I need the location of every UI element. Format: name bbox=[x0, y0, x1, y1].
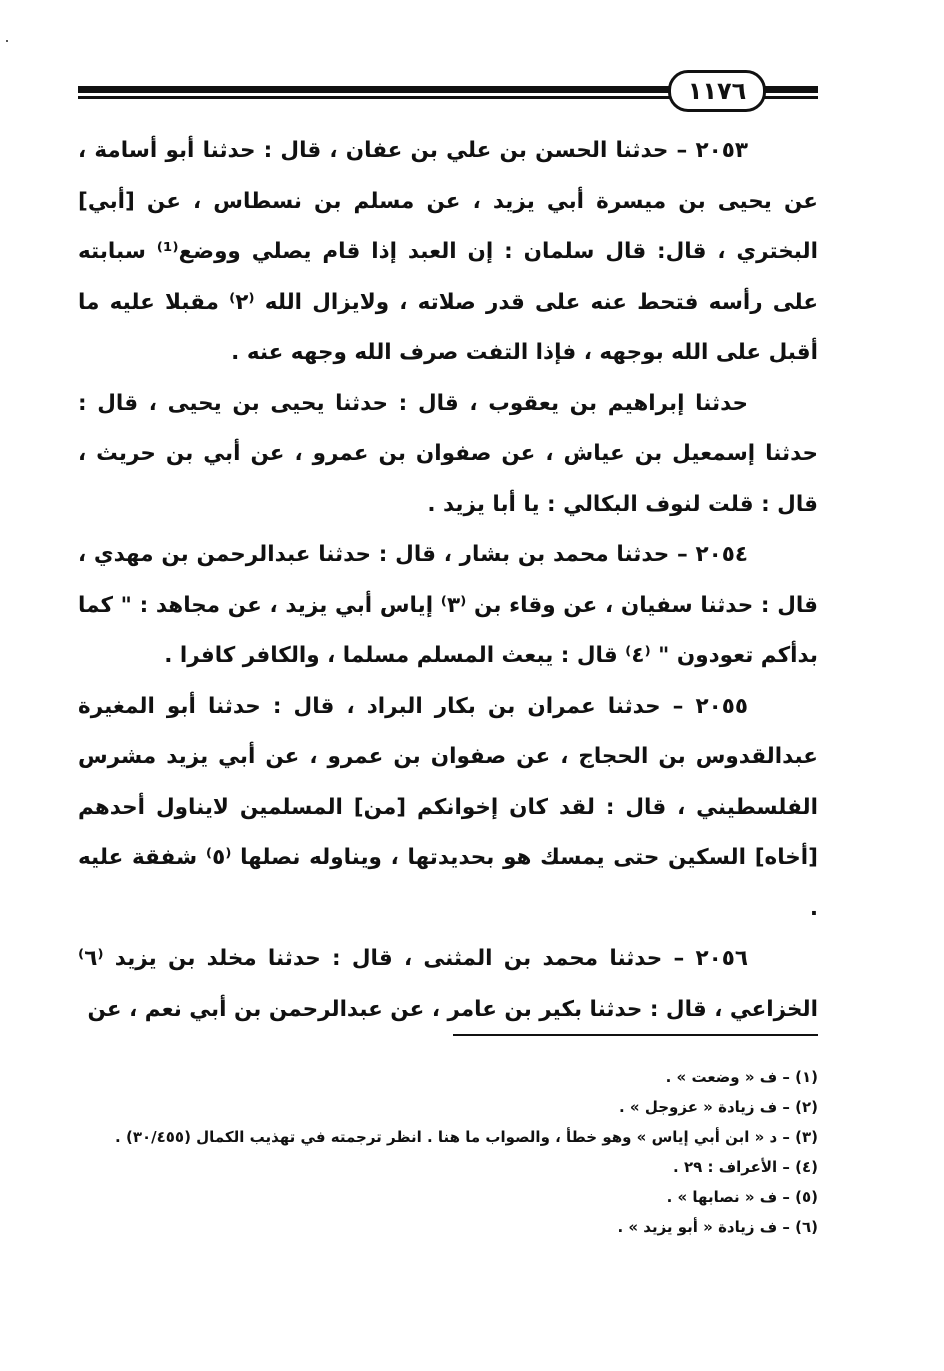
footnote-4: (٤) – الأعراف : ٢٩ . bbox=[673, 1158, 818, 1176]
footnote-6: (٦) – ف زيادة « أبو يزيد » . bbox=[617, 1218, 818, 1236]
paragraph-2055: ٢٠٥٥ – حدثنا عمران بن بكار البراد ، قال : حدثنا أبو المغيرة عبدالقدوس بن الحجاج ، عن صفوان بن عمرو ، عن أبي يزيد مشرس الفلسطيني ، قال : لقد كان إخوانكم [من] المسلمين لايناول أحدهم [أخاه] السكين حتى يمسك هو بحديدتها ، ويناوله نصلها ⁽٥⁾ شفقة عليه . bbox=[78, 693, 818, 921]
footnote-3: (٣) – د « ابن أبي إياس » وهو خطأ ، والصواب ما هنا . انظر ترجمته في تهذيب الكمال (٣٠/٤٥٥) . bbox=[115, 1128, 818, 1146]
paragraph-continuation: حدثنا إبراهيم بن يعقوب ، قال : حدثنا يحيى بن يحيى ، قال : حدثنا إسمعيل بن عياش ، عن صفوان بن عمرو ، عن أبي بن حريث ، قال : قلت لنوف البكالي : يا أبا يزيد . bbox=[78, 390, 818, 517]
main-text bbox=[78, 126, 818, 1035]
paragraph-2054: ٢٠٥٤ – حدثنا محمد بن بشار ، قال : حدثنا عبدالرحمن بن مهدي ، قال : حدثنا سفيان ، عن وقاء بن ⁽٣⁾ إياس أبي يزيد ، عن مجاهد : " كما بدأكم تعودون " ⁽٤⁾ قال : يبعث المسلم مسلما ، والكافر كافرا . bbox=[78, 542, 819, 668]
footnote-5: (٥) – ف « نصابها » . bbox=[666, 1188, 818, 1206]
footnotes bbox=[60, 1062, 818, 1242]
paragraph-2056: ٢٠٥٦ – حدثنا محمد بن المثنى ، قال : حدثنا مخلد بن يزيد ⁽٦⁾ الخزاعي ، قال : حدثنا بكير بن عامر ، عن عبدالرحمن بن أبي نعم ، عن bbox=[78, 946, 818, 1022]
footnote-1: (١) – ف « وضعت » . bbox=[665, 1068, 818, 1086]
footnote-2: (٢) – ف زيادة « عزوجل » . bbox=[619, 1098, 818, 1116]
scan-speck bbox=[6, 40, 8, 42]
page-number-badge bbox=[668, 70, 766, 112]
page-number: ١١٧٦ bbox=[687, 77, 747, 105]
paragraph-2053: ٢٠٥٣ – حدثنا الحسن بن علي بن عفان ، قال : حدثنا أبو أسامة ، عن يحيى بن ميسرة أبي يزيد ، عن مسلم بن نسطاس ، عن [أبي] البختري ، قال: قال سلمان : إن العبد إذا قام يصلي ووضع⁽¹⁾ سبابته على رأسه فتحط عنه على قدر صلاته ، ولايزال الله ⁽٢⁾ مقبلا عليه ما أقبل على الله بوجهه ، فإذا التفت صرف الله وجهه عنه . bbox=[78, 138, 819, 365]
footnote-separator bbox=[453, 1034, 818, 1036]
